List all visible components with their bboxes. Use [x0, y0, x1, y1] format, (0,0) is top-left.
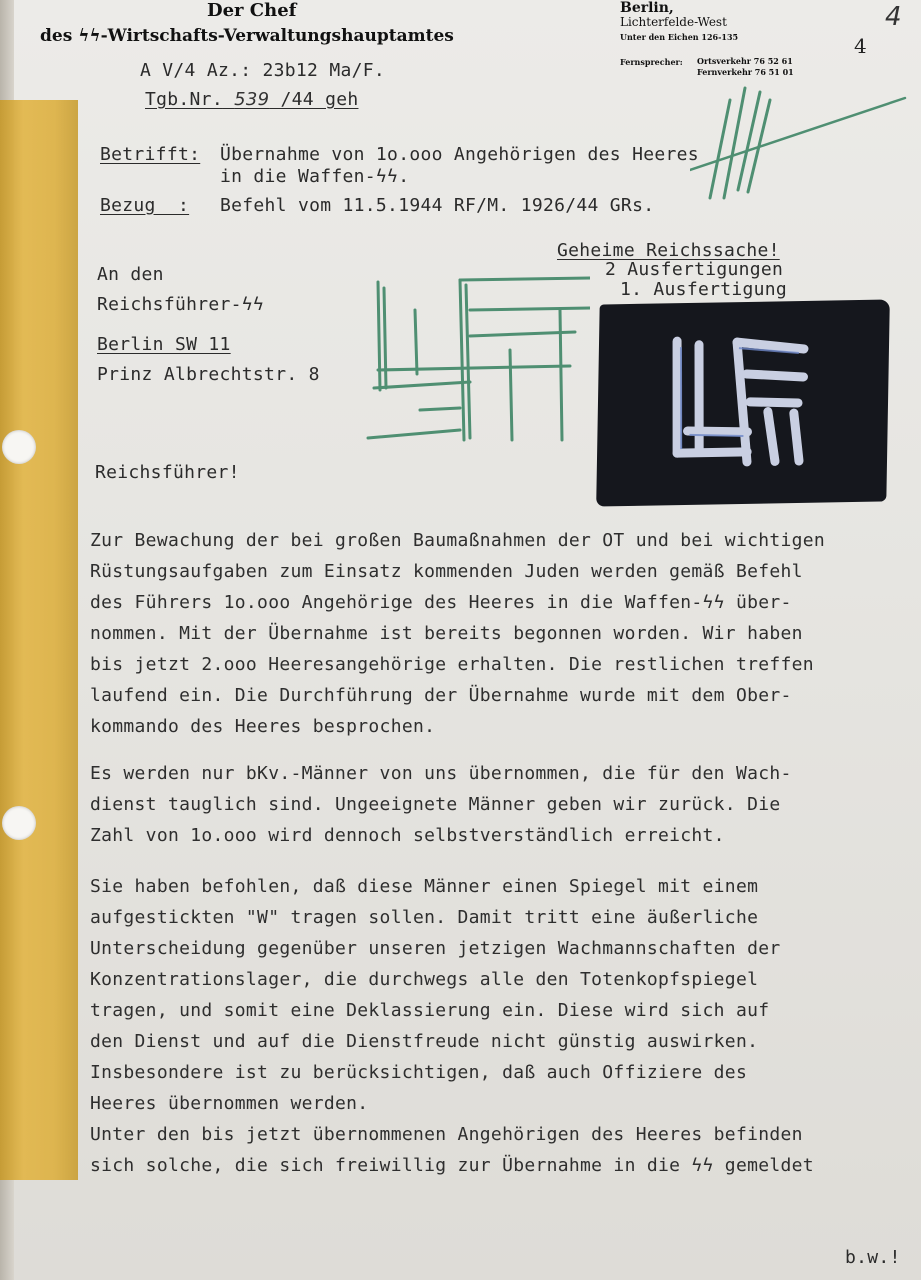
body-paragraph-2	[90, 758, 902, 851]
paragraph-line: bis jetzt 2.ooo Heeresangehörige erhalten. Die restlichen treffen	[90, 654, 814, 675]
subject-line1: Übernahme von 1o.ooo Angehörigen des Heeres	[220, 144, 699, 165]
footer-turn-over: b.w.!	[845, 1247, 901, 1268]
body-paragraph-3	[90, 871, 902, 1181]
punch-hole-bottom	[2, 806, 36, 840]
yellow-tape-strip	[0, 100, 78, 1180]
letterhead-city: Berlin,	[620, 0, 674, 16]
classification-secret: Geheime Reichssache!	[557, 240, 780, 261]
subject-label: Betrifft:	[100, 144, 201, 165]
paragraph-line: laufend ein. Die Durchführung der Übernahme wurde mit dem Ober-	[90, 685, 792, 706]
reference-label: Bezug :	[100, 195, 190, 216]
address-line2: Reichsführer-ϟϟ	[97, 294, 265, 315]
paragraph-line: aufgestickten "W" tragen sollen. Damit tritt eine äußerliche	[90, 907, 759, 928]
letterhead-phone-label: Fernsprecher:	[620, 57, 683, 67]
classification-copies: 2 Ausfertigungen	[605, 259, 784, 280]
paragraph-line: Unterscheidung gegenüber unseren jetzigen Wachmannschaften der	[90, 938, 781, 959]
letterhead-phone-local: Ortsverkehr 76 52 61	[697, 56, 793, 66]
paragraph-line: Insbesondere ist zu berücksichtigen, daß auch Offiziere des	[90, 1062, 748, 1083]
reference-text: Befehl vom 11.5.1944 RF/M. 1926/44 GRs.	[220, 195, 655, 216]
handwritten-initials-mark	[690, 80, 920, 205]
paragraph-line: Unter den bis jetzt übernommenen Angehörigen des Heeres befinden	[90, 1124, 803, 1145]
paragraph-line: Heeres übernommen werden.	[90, 1093, 369, 1114]
letterhead-street: Unter den Eichen 126-135	[620, 32, 739, 42]
punch-hole-top	[2, 430, 36, 464]
paragraph-line: Rüstungsaufgaben zum Einsatz kommenden Juden werden gemäß Befehl	[90, 561, 803, 582]
paragraph-line: Es werden nur bKv.-Männer von uns übernommen, die für den Wach-	[90, 763, 792, 784]
paragraph-line: Zur Bewachung der bei großen Baumaßnahmen der OT und bei wichtigen	[90, 530, 826, 551]
salutation: Reichsführer!	[95, 462, 240, 483]
page-number-handwritten: 4	[885, 2, 902, 32]
journal-number-handwritten: 539	[234, 89, 270, 110]
letterhead-phone-long: Fernverkehr 76 51 01	[697, 67, 794, 77]
address-line3: Berlin SW 11	[97, 334, 231, 355]
journal-suffix: /44 geh	[280, 89, 359, 110]
paragraph-line: Zahl von 1o.ooo wird dennoch selbstverständlich erreicht.	[90, 825, 725, 846]
collar-patch-image	[596, 299, 890, 506]
journal-prefix: Tgb.Nr.	[145, 89, 223, 110]
pencil-sketch-insignia	[360, 270, 590, 450]
letterhead-district: Lichterfelde-West	[620, 15, 727, 29]
address-line4: Prinz Albrechtstr. 8	[97, 364, 320, 385]
paragraph-line: nommen. Mit der Übernahme ist bereits begonnen worden. Wir haben	[90, 623, 803, 644]
paragraph-line: sich solche, die sich freiwillig zur Übernahme in die ϟϟ gemeldet	[90, 1155, 814, 1176]
paragraph-line: den Dienst und auf die Dienstfreude nicht günstig auswirken.	[90, 1031, 759, 1052]
letterhead-title-line1: Der Chef	[207, 0, 297, 21]
paragraph-line: des Führers 1o.ooo Angehörige des Heeres in die Waffen-ϟϟ über-	[90, 592, 792, 613]
journal-number-line	[145, 89, 358, 110]
letterhead-title-line2: des ϟϟ-Wirtschafts-Verwaltungshauptamtes	[40, 26, 454, 46]
page-number-typed: 4	[854, 34, 867, 58]
paragraph-line: tragen, und somit eine Deklassierung ein. Diese wird sich auf	[90, 1000, 770, 1021]
paragraph-line: Konzentrationslager, die durchwegs alle den Totenkopfspiegel	[90, 969, 759, 990]
file-reference: A V/4 Az.: 23b12 Ma/F.	[140, 60, 386, 81]
subject-line2: in die Waffen-ϟϟ.	[220, 166, 410, 187]
paragraph-line: dienst tauglich sind. Ungeeignete Männer geben wir zurück. Die	[90, 794, 781, 815]
embroidered-insignia-icon	[596, 299, 890, 506]
body-paragraph-1	[90, 525, 902, 742]
paragraph-line: kommando des Heeres besprochen.	[90, 716, 436, 737]
paragraph-line: Sie haben befohlen, daß diese Männer einen Spiegel mit einem	[90, 876, 759, 897]
classification-copy-number: 1. Ausfertigung	[620, 279, 788, 300]
address-line1: An den	[97, 264, 164, 285]
